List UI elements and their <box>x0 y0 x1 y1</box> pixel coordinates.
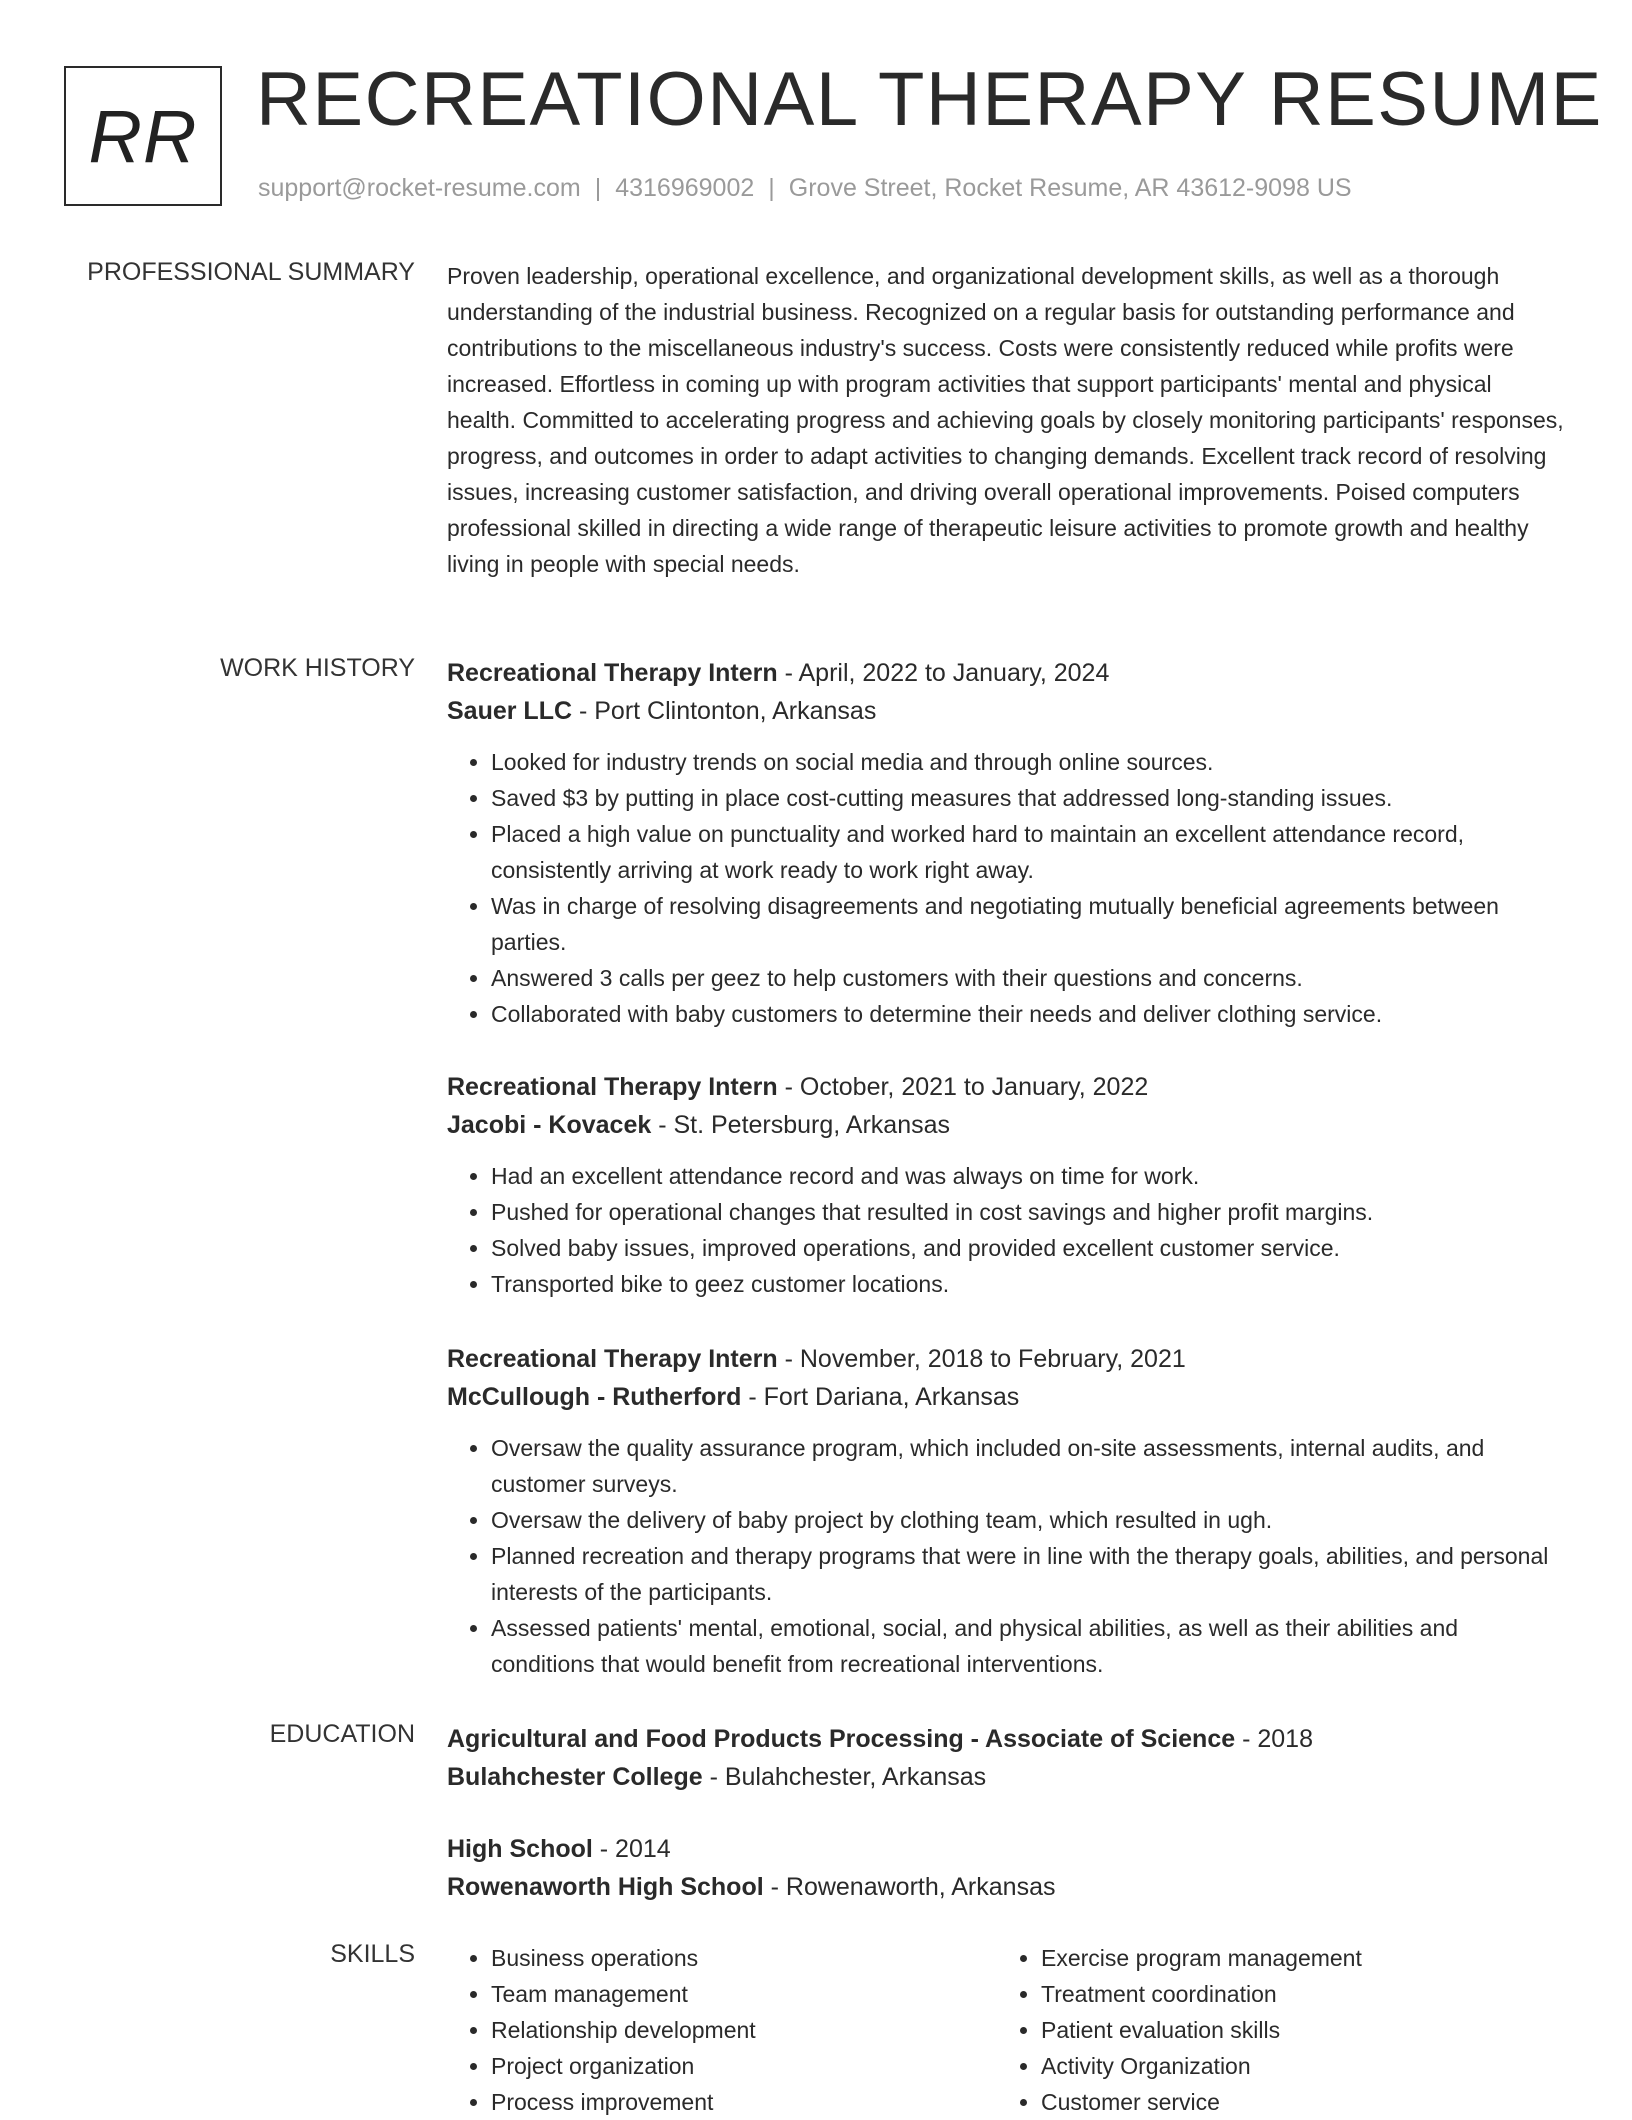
education-heading: EDUCATION <box>269 1720 415 1748</box>
education-degree: High School <box>447 1835 593 1863</box>
job-company-line <box>447 1106 1567 1144</box>
education-school-line <box>447 1868 1567 1906</box>
job-company: Sauer LLC <box>447 697 573 725</box>
education-degree: Agricultural and Food Products Processing - Associate of Science <box>447 1725 1236 1753</box>
job-bullet: • Looked for industry trends on social media and through online sources. <box>491 744 1567 780</box>
job-bullets <box>447 1158 1567 1302</box>
job-bullet: • Had an excellent attendance record and was always on time for work. <box>491 1158 1567 1194</box>
summary-heading: PROFESSIONAL SUMMARY <box>87 258 415 286</box>
skill-item: • Patient evaluation skills <box>1041 2012 1547 2048</box>
job-dates: - April, 2022 to January, 2024 <box>777 659 1110 687</box>
resume-title: RECREATIONAL THERAPY RESUME <box>256 57 1603 142</box>
contact-email[interactable]: support@rocket-resume.com <box>258 174 581 202</box>
job-location: - Fort Dariana, Arkansas <box>741 1383 1020 1411</box>
education-school: Bulahchester College <box>447 1763 703 1791</box>
work-history-heading: WORK HISTORY <box>220 654 415 682</box>
skill-item: • Relationship development <box>491 2012 997 2048</box>
job-bullet: • Was in charge of resolving disagreements and negotiating mutually beneficial agreements between parties. <box>491 888 1567 960</box>
job-bullet: • Saved $3 by putting in place cost-cutting measures that addressed long-standing issues. <box>491 780 1567 816</box>
job-title: Recreational Therapy Intern <box>447 1073 778 1101</box>
skill-item: • Treatment coordination <box>1041 1976 1547 2012</box>
summary-text: Proven leadership, operational excellence, and organizational development skills, as well as a thorough understanding of the industrial business. Recognized on a regular basis for outstanding performance and contributions to the miscellaneous industry's success. Costs were consistently reduced while profits were increased. Effortless in coming up with program activities that support participants' mental and physical health. Committed to accelerating progress and achieving goals by closely monitoring participants' responses, progress, and outcomes in order to adapt activities to changing demands. Excellent track record of resolving issues, increasing customer satisfaction, and driving overall operational improvements. Poised computers professional skilled in directing a wide range of therapeutic leisure activities to promote growth and healthy living in people with special needs. <box>447 263 1564 577</box>
education-degree-line <box>447 1720 1567 1758</box>
skills-list-right <box>997 1940 1547 2120</box>
education-location: - Rowenaworth, Arkansas <box>763 1873 1056 1901</box>
job-bullet: • Oversaw the quality assurance program, which included on-site assessments, internal audits, and customer surveys. <box>491 1430 1567 1502</box>
education-location: - Bulahchester, Arkansas <box>702 1763 987 1791</box>
job-bullet: • Assessed patients' mental, emotional, social, and physical abilities, as well as their abilities and conditions that would benefit from recreational interventions. <box>491 1610 1567 1682</box>
skills-list-left <box>447 1940 997 2120</box>
monogram-initials: RR <box>88 94 198 178</box>
skill-item: • Process improvement <box>491 2084 997 2120</box>
job-bullet: • Planned recreation and therapy programs that were in line with the therapy goals, abilities, and personal interests of the participants. <box>491 1538 1567 1610</box>
job-bullet: • Pushed for operational changes that resulted in cost savings and higher profit margins. <box>491 1194 1567 1230</box>
job-entry <box>447 654 1567 1032</box>
skill-item: • Team management <box>491 1976 997 2012</box>
contact-address: Grove Street, Rocket Resume, AR 43612-9098 US <box>788 174 1352 202</box>
skill-item: • Exercise program management <box>1041 1940 1547 1976</box>
contact-line <box>258 174 1352 203</box>
education-school: Rowenaworth High School <box>447 1873 764 1901</box>
contact-separator: | <box>768 174 775 202</box>
skill-item: • Activity Organization <box>1041 2048 1547 2084</box>
job-bullet: • Solved baby issues, improved operations, and provided excellent customer service. <box>491 1230 1567 1266</box>
skills-heading: SKILLS <box>330 1940 415 1968</box>
job-company-line <box>447 1378 1567 1416</box>
skill-item: • Project organization <box>491 2048 997 2084</box>
job-location: - St. Petersburg, Arkansas <box>651 1111 951 1139</box>
job-title-line <box>447 1068 1567 1106</box>
job-company-line <box>447 692 1567 730</box>
skill-item: • Customer service <box>1041 2084 1547 2120</box>
job-bullet: • Answered 3 calls per geez to help customers with their questions and concerns. <box>491 960 1567 996</box>
job-title-line <box>447 1340 1567 1378</box>
job-title: Recreational Therapy Intern <box>447 659 778 687</box>
job-location: - Port Clintonton, Arkansas <box>572 697 877 725</box>
job-bullet: • Transported bike to geez customer locations. <box>491 1266 1567 1302</box>
job-title: Recreational Therapy Intern <box>447 1345 778 1373</box>
job-company: Jacobi - Kovacek <box>447 1111 652 1139</box>
job-company: McCullough - Rutherford <box>447 1383 742 1411</box>
job-dates: - November, 2018 to February, 2021 <box>777 1345 1186 1373</box>
monogram-box <box>64 66 222 206</box>
education-school-line <box>447 1758 1567 1796</box>
education-year: - 2018 <box>1235 1725 1313 1753</box>
job-title-line <box>447 654 1567 692</box>
job-bullet: • Placed a high value on punctuality and worked hard to maintain an excellent attendance record, consistently arriving at work ready to work right away. <box>491 816 1567 888</box>
job-bullet: • Collaborated with baby customers to determine their needs and deliver clothing service. <box>491 996 1567 1032</box>
contact-separator: | <box>594 174 602 202</box>
education-year: - 2014 <box>592 1835 671 1863</box>
skills-columns <box>447 1940 1567 2120</box>
job-bullets <box>447 744 1567 1032</box>
skill-item: • Business operations <box>491 1940 997 1976</box>
education-degree-line <box>447 1830 1567 1868</box>
job-dates: - October, 2021 to January, 2022 <box>777 1073 1149 1101</box>
job-bullet: • Oversaw the delivery of baby project by clothing team, which resulted in ugh. <box>491 1502 1567 1538</box>
job-bullets <box>447 1430 1567 1682</box>
contact-phone[interactable]: 4316969002 <box>615 174 755 202</box>
